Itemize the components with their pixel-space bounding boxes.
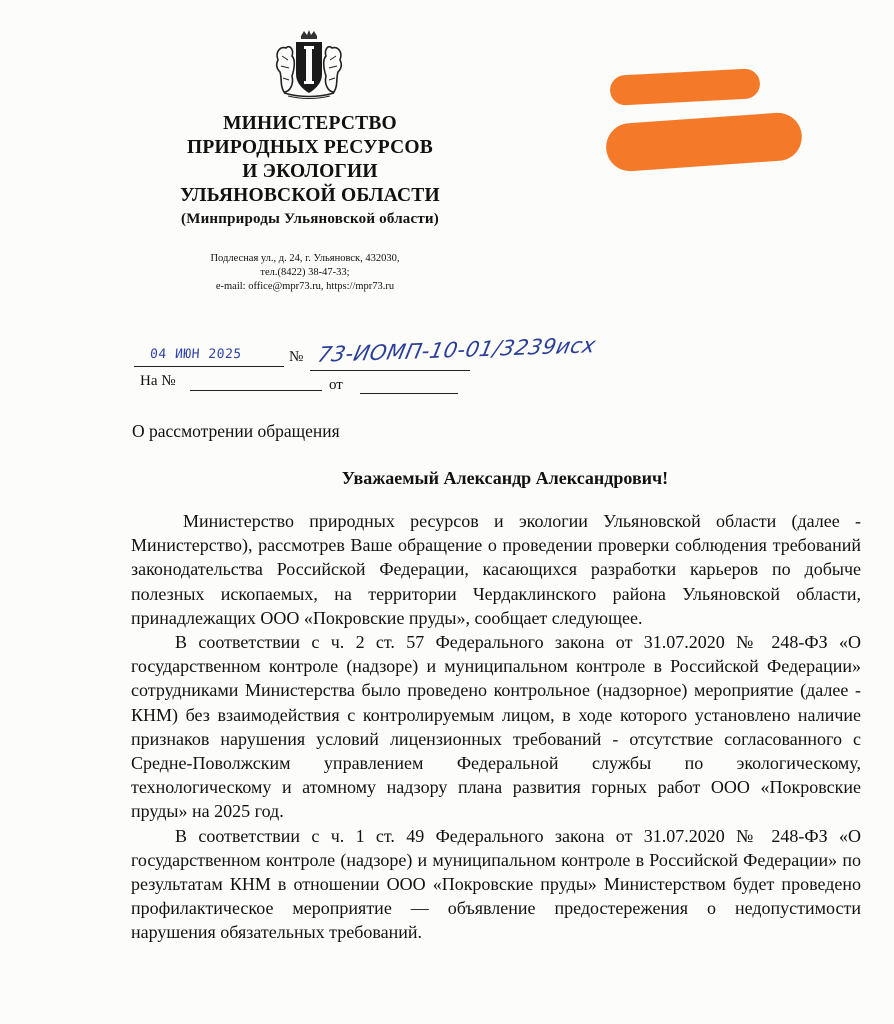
ulyanovsk-coat-of-arms-icon: [270, 30, 348, 100]
letter-greeting: Уважаемый Александр Александрович!: [341, 468, 669, 488]
contact-line: e-mail: office@mpr73.ru, https://mpr73.ru: [215, 281, 395, 292]
reply-date-underline: [360, 393, 458, 394]
ministry-title-line: ПРИРОДНЫХ РЕСУРСОВ: [187, 137, 433, 158]
body-paragraph: В соответствии с ч. 1 ст. 49 Федерального закона от 31.07.2020 № 248-ФЗ «О государственном контроле (надзоре) и муниципальном контроле в Российской Федерации» по результатам КНМ в отношении ООО «Покровские пруды» Министерством будет проведено профилактическое мероприятие — объявление предостережения о недопустимости нарушения обязательных требований.: [131, 825, 861, 943]
ministry-address: [170, 252, 440, 294]
date-stamp: 04 ИЮН 2025: [149, 347, 243, 362]
letter-body: [131, 509, 861, 945]
body-paragraph: В соответствии с ч. 2 ст. 57 Федерального закона от 31.07.2020 № 248-ФЗ «О государственном контроле (надзоре) и муниципальном контроле в Российской Федерации» сотрудниками Министерства было проведено контрольное (надзорное) мероприятие (далее - КНМ) без взаимодействия с контролируемым лицом, в ходе которого установлено наличие признаков нарушения условий лицензионных требований - отсутствие согласованного с Средне-Поволжским управлением Федеральной службы по экологическому, технологическому и атомному надзору плана развития горных работ ООО «Покровские пруды» на 2025 год.: [131, 632, 861, 822]
redacted-recipient-line-1: [609, 68, 760, 106]
ministry-short-name: (Минприроды Ульяновской области): [181, 211, 439, 227]
address-line: тел.(8422) 38-47-33;: [260, 267, 350, 278]
reply-number-label: На №: [140, 373, 176, 389]
handwritten-outgoing-number: 73-ИОМП-10-01/3239исх: [315, 333, 599, 367]
redacted-recipient-line-2: [605, 111, 804, 173]
address-line: Подлесная ул., д. 24, г. Ульяновск, 432030,: [210, 253, 400, 264]
letter-subject: О рассмотрении обращения: [132, 421, 340, 441]
number-underline: [310, 370, 470, 371]
number-label: №: [289, 349, 304, 365]
ministry-title-line: И ЭКОЛОГИИ: [242, 161, 378, 182]
ministry-title-line: УЛЬЯНОВСКОЙ ОБЛАСТИ: [180, 185, 440, 206]
body-paragraph: Министерство природных ресурсов и экологии Ульяновской области (далее - Министерство), рассмотрев Ваше обращение о проведении проверки соблюдения требований законодательства Российской Федерации, касающихся разработки карьеров по добыче полезных ископаемых, на территории Чердаклинского района Ульяновской области, принадлежащих ООО «Покровские пруды», сообщает следующее.: [131, 511, 861, 628]
ministry-title-line: МИНИСТЕРСТВО: [223, 113, 397, 134]
reply-number-underline: [190, 390, 322, 391]
date-underline: [134, 366, 284, 367]
ministry-header: [150, 112, 470, 230]
reply-date-label: от: [329, 377, 343, 393]
